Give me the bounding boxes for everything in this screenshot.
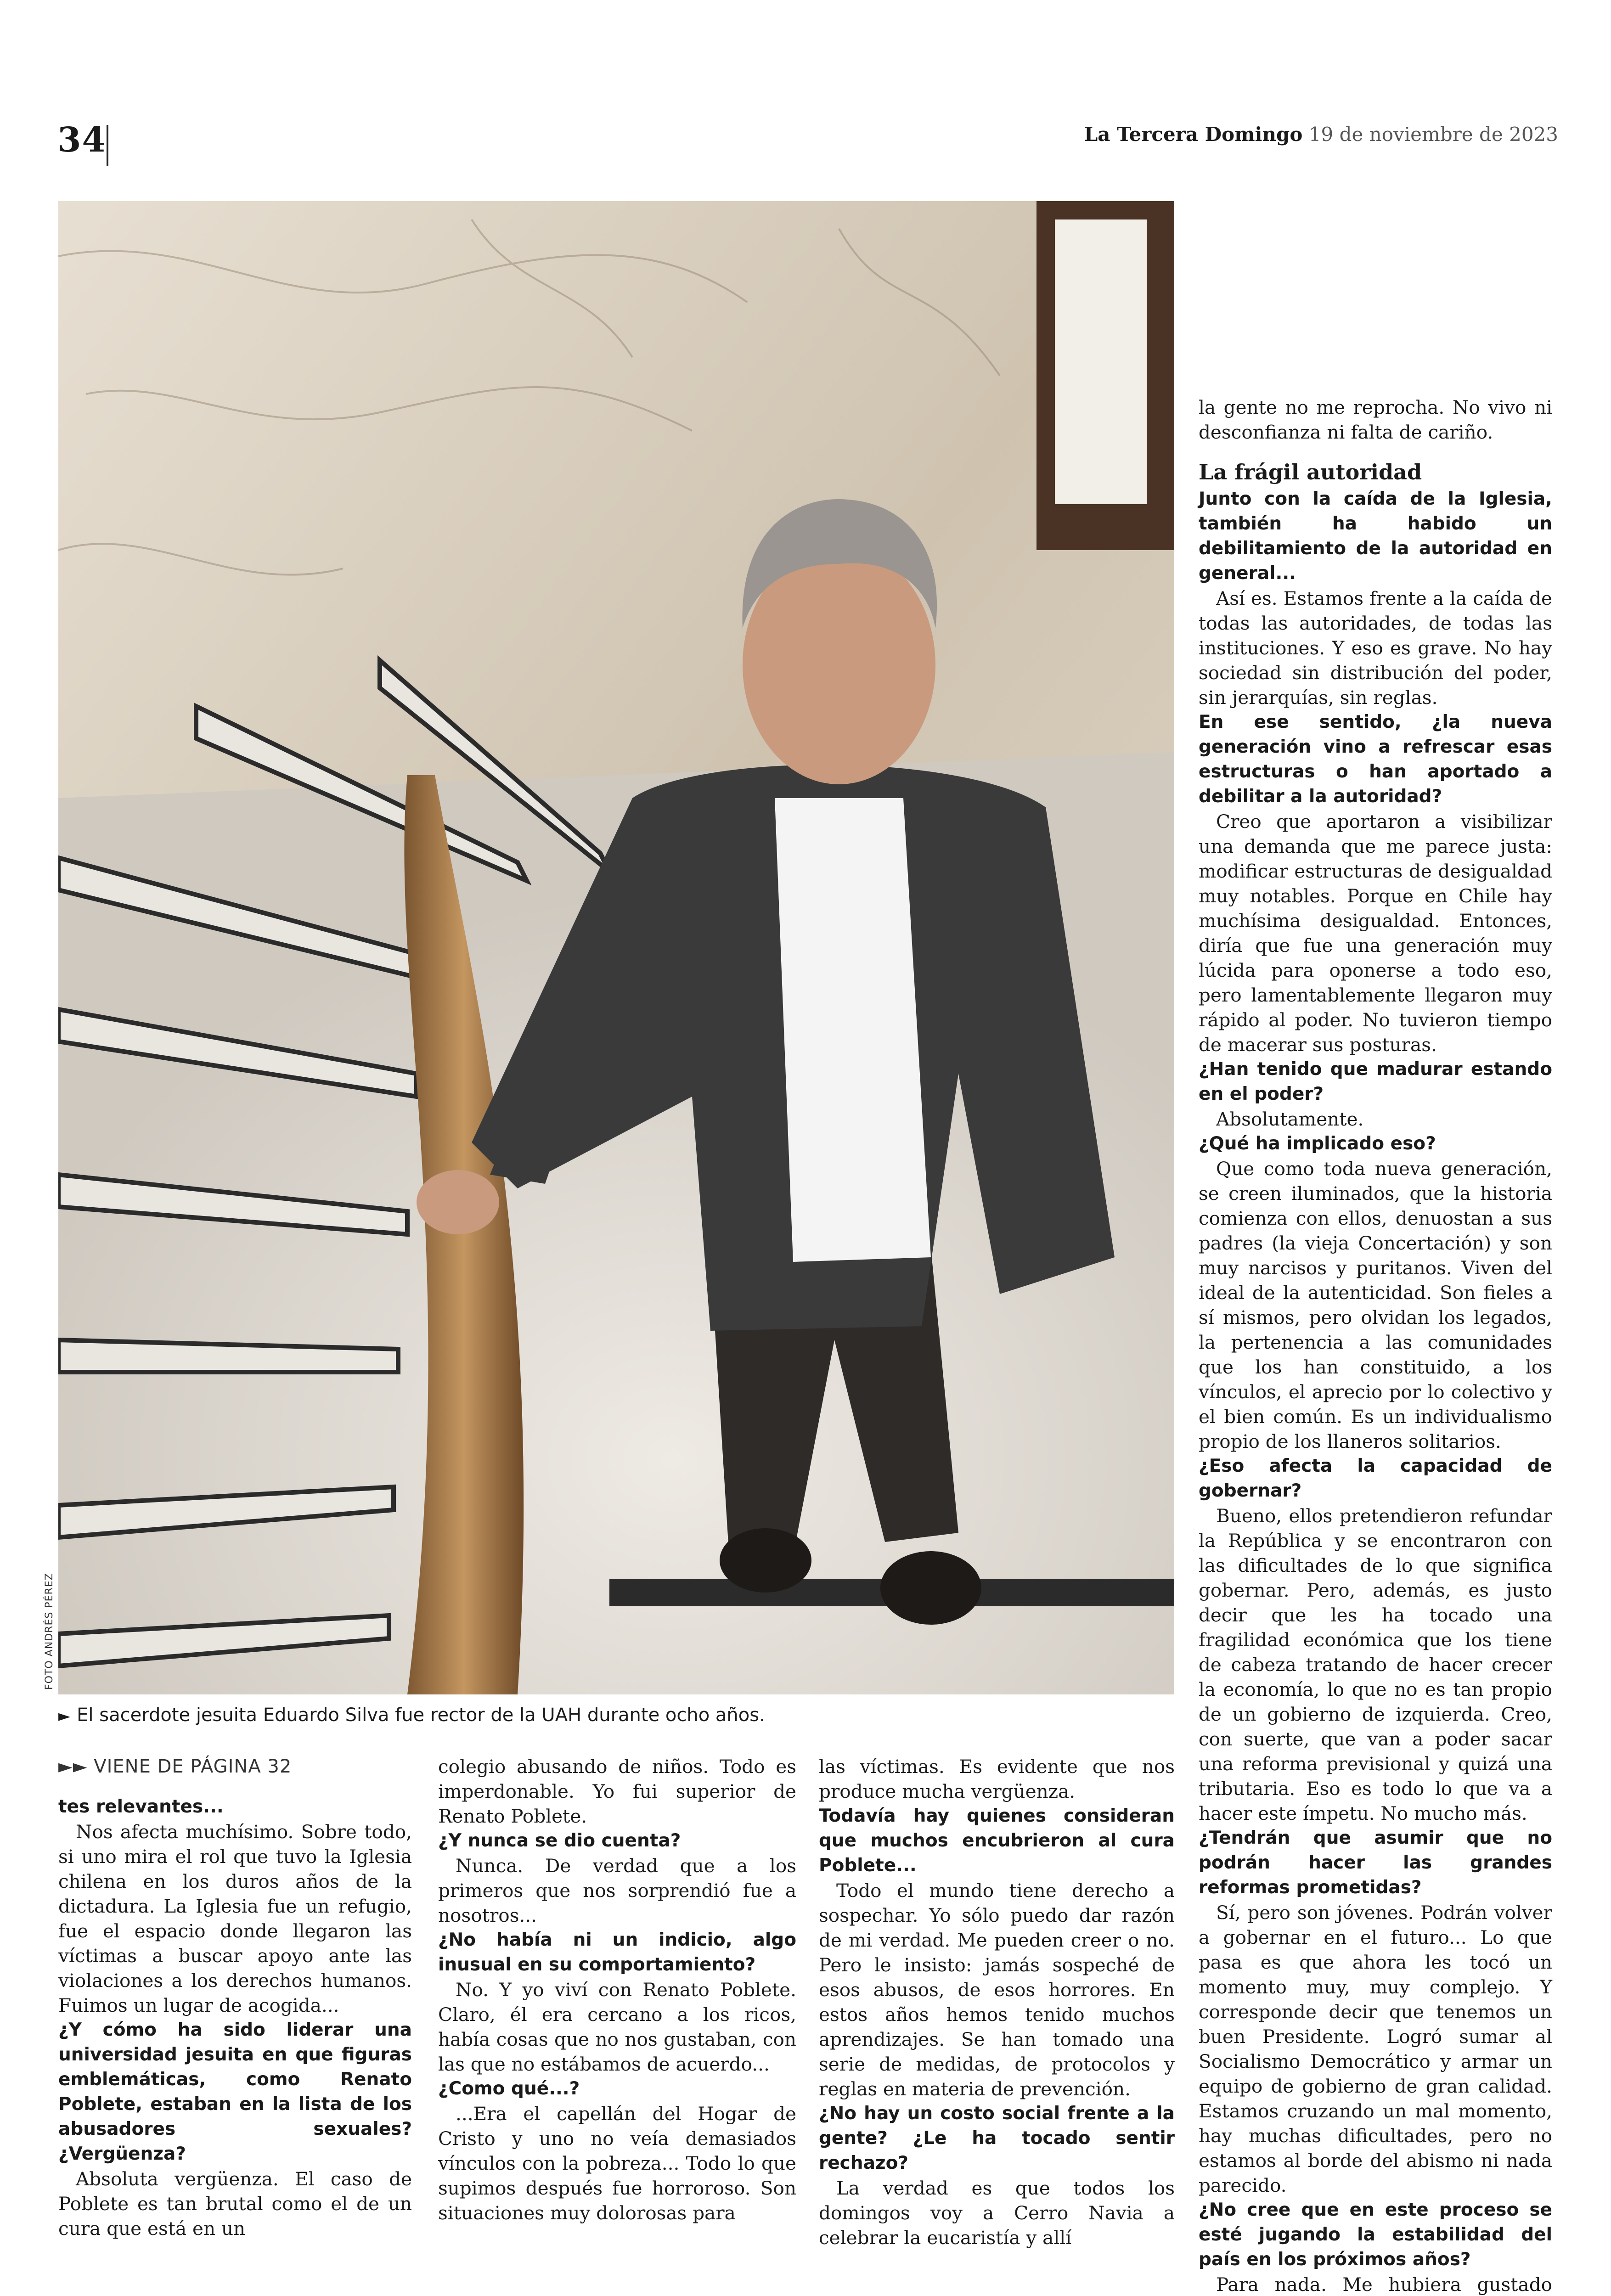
question-paragraph: ¿No hay un costo social frente a la gente? ¿Le ha tocado sentir rechazo? — [819, 2103, 1175, 2173]
article-column-right — [1199, 395, 1552, 2296]
answer-paragraph: Nunca. De verdad que a los primeros que nos sorprendió fue a nosotros... — [438, 1855, 796, 1926]
answer-paragraph: Bueno, ellos pretendieron refundar la República y se encontraron con las dificultades de lo que significa gobernar. Pero, además, es justo decir que les ha tocado una fragilidad económica que los tiene de cabeza tratando de hacer crecer la economía, lo que no es tan propio de un gobierno de izquierda. Creo, con suerte, que van a poder sacar una reforma previsional y quizá una tributaria. Eso es todo lo que va a hacer este ímpetu. No mucho más. — [1199, 1505, 1552, 1824]
answer-paragraph: ...Era el capellán del Hogar de Cristo y uno no veía demasiados vínculos con la pobreza... Todo lo que supimos después fue horroroso. Son situaciones muy dolorosas para — [438, 2103, 796, 2224]
continuation-paragraph: las víctimas. Es evidente que nos produce mucha vergüenza. — [819, 1756, 1175, 1802]
answer-paragraph: La verdad es que todos los domingos voy a Cerro Navia a celebrar la eucaristía y allí — [819, 2177, 1175, 2249]
question-paragraph: ¿Qué ha implicado eso? — [1199, 1133, 1436, 1154]
answer-paragraph: Todo el mundo tiene derecho a sospechar. Yo sólo puedo dar razón de mi verdad. Me pueden creer o no. Pero le insisto: jamás sospeché de esos abusos, de esos horrores. En estos años hemos tenido muchos aprendizajes. Se han tomado una serie de medidas, de protocolos y reglas en materia de prevención. — [819, 1880, 1175, 2100]
question-paragraph: ¿No cree que en este proceso se esté jugando la estabilidad del país en los próximos años? — [1199, 2200, 1552, 2270]
publication-name: La Tercera Domingo — [1084, 123, 1303, 146]
answer-paragraph: Absolutamente. — [1216, 1108, 1364, 1130]
publication-date: 19 de noviembre de 2023 — [1308, 123, 1558, 146]
continued-from-label — [58, 1754, 412, 1779]
question-paragraph: ¿Han tenido que madurar estando en el poder? — [1199, 1059, 1552, 1104]
question-paragraph: ¿Tendrán que asumir que no podrán hacer las grandes reformas prometidas? — [1199, 1828, 1552, 1898]
portrait-photo — [58, 201, 1174, 1694]
question-paragraph: ¿Eso afecta la capacidad de gobernar? — [1199, 1456, 1552, 1501]
question-paragraph: ¿No había ni un indicio, algo inusual en su comportamiento? — [438, 1930, 796, 1975]
question-paragraph: ¿Y nunca se dio cuenta? — [438, 1830, 681, 1851]
final-answer-text: Para nada. Me hubiera gustado — [1216, 2273, 1552, 2296]
continued-from-text: VIENE DE PÁGINA 32 — [94, 1756, 292, 1777]
question-paragraph: ¿Como qué...? — [438, 2078, 580, 2099]
answer-paragraph: Así es. Estamos frente a la caída de todas las autoridades, de todas las instituciones. Y eso es grave. No hay sociedad sin distribución del poder, sin jerarquías, sin reglas. — [1199, 587, 1552, 709]
final-answer-paragraph — [1199, 2272, 1552, 2296]
question-paragraph: ¿Y cómo ha sido liderar una universidad jesuita en que figuras emblemáticas, como Renato Poblete, estaban en la lista de los abusadores sexuales? ¿Vergüenza? — [58, 2020, 412, 2164]
photo-credit: FOTO ANDRÉS PÉREZ — [44, 1573, 55, 1690]
continuation-paragraph: colegio abusando de niños. Todo es imperdonable. Yo fui superior de Renato Poblete. — [438, 1756, 796, 1827]
lead-in-text: tes relevantes... — [58, 1796, 224, 1817]
section-subheading: La frágil autoridad — [1199, 460, 1422, 484]
answer-paragraph: Que como toda nueva generación, se creen iluminados, que la historia comienza con ellos, denuostan a sus padres (la vieja Concertación) y son muy narcisos y puritanos. Viven del ideal de la autenticidad. Son fieles a sí mismos, pero olvidan los legados, la pertenencia a las comunidades que los han constituido, a los vínculos, el aprecio por lo colectivo y el bien común. Es un individualismo propio de los llaneros solitarios. — [1199, 1158, 1552, 1452]
article-column-2 — [438, 1754, 796, 2225]
double-arrow-icon: ►► — [58, 1756, 88, 1777]
answer-paragraph: No. Y yo viví con Renato Poblete. Claro, él era cercano a los ricos, había cosas que no nos gustaban, con las que no estábamos de acuerdo... — [438, 1979, 796, 2075]
caption-text: El sacerdote jesuita Eduardo Silva fue rector de la UAH durante ocho años. — [77, 1705, 765, 1726]
masthead — [1084, 123, 1558, 146]
answer-paragraph: Absoluta vergüenza. El caso de Poblete es tan brutal como el de un cura que está en un — [58, 2168, 412, 2240]
answer-paragraph: Nos afecta muchísimo. Sobre todo, si uno mira el rol que tuvo la Iglesia chilena en los duros años de la dictadura. La Iglesia fue un refugio, fue el espacio donde llegaron las víctimas a buscar apoyo ante las violaciones a los derechos humanos. Fuimos un lugar de acogida... — [58, 1821, 412, 2016]
page-number-divider — [107, 125, 108, 166]
caption-arrow-icon: ► — [58, 1707, 71, 1725]
article-column-3 — [819, 1754, 1175, 2250]
photo-caption — [58, 1705, 765, 1726]
photo-illustration — [58, 201, 1174, 1694]
page-number: 34 — [57, 120, 107, 160]
continuation-paragraph: la gente no me reprocha. No vivo ni desconfianza ni falta de cariño. — [1199, 396, 1552, 443]
question-paragraph: Junto con la caída de la Iglesia, también ha habido un debilitamiento de la autoridad en general... — [1199, 489, 1552, 584]
question-paragraph: Todavía hay quienes consideran que muchos encubrieron al cura Poblete... — [819, 1806, 1175, 1876]
article-column-1 — [58, 1754, 412, 2241]
answer-paragraph: Sí, pero son jóvenes. Podrán volver a gobernar en el futuro... Lo que pasa es que ahora les tocó un momento muy, muy complejo. Y corresponde decir que tenemos un buen Presidente. Logró sumar al Socialismo Democrático y armar un equipo de gobierno de gran calidad. Estamos cruzando un mal momento, hay muchas dificultades, pero no estamos al borde del abismo ni nada parecido. — [1199, 1902, 1552, 2196]
question-paragraph: En ese sentido, ¿la nueva generación vino a refrescar esas estructuras o han aportado a debilitar a la autoridad? — [1199, 712, 1552, 807]
answer-paragraph: Creo que aportaron a visibilizar una demanda que me parece justa: modificar estructuras de desigualdad muy notables. Porque en Chile hay muchísima desigualdad. Entonces, diría que fue una generación muy lúcida para oponerse a todo eso, pero lamentablemente llegaron muy rápido al poder. No tuvieron tiempo de macerar sus posturas. — [1199, 810, 1552, 1056]
